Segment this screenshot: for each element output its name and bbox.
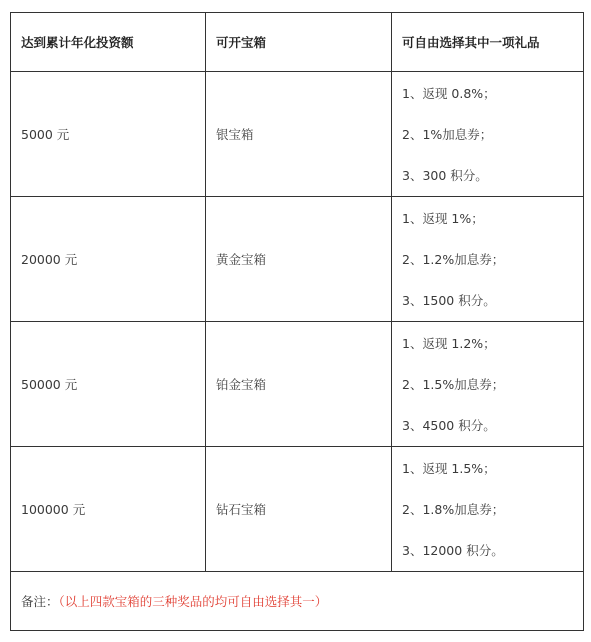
note-row — [11, 572, 584, 631]
gift-option: 2、1.8%加息券； — [402, 501, 505, 517]
gift-cell — [392, 72, 584, 197]
note-text: （以上四款宝箱的三种奖品的均可自由选择其一） — [58, 594, 328, 609]
gift-option: 3、12000 积分。 — [402, 542, 504, 558]
header-box: 可开宝箱 — [206, 13, 392, 72]
gift-option: 3、300 积分。 — [402, 167, 488, 183]
note-cell — [11, 572, 584, 631]
table-header-row — [11, 13, 584, 72]
gift-cell — [392, 197, 584, 322]
box-cell: 银宝箱 — [206, 72, 392, 197]
gift-option: 2、1.2%加息券； — [402, 251, 505, 267]
box-cell: 钻石宝箱 — [206, 447, 392, 572]
gift-option: 3、1500 积分。 — [402, 292, 496, 308]
header-amount: 达到累计年化投资额 — [11, 13, 206, 72]
table-row — [11, 197, 584, 322]
table-row — [11, 447, 584, 572]
gift-option: 1、返现 1.5%； — [402, 460, 496, 476]
rewards-table — [10, 12, 584, 631]
box-cell: 黄金宝箱 — [206, 197, 392, 322]
box-cell: 铂金宝箱 — [206, 322, 392, 447]
table-row — [11, 322, 584, 447]
gift-cell — [392, 447, 584, 572]
gift-cell — [392, 322, 584, 447]
gift-option: 2、1%加息券； — [402, 126, 493, 142]
table-row — [11, 72, 584, 197]
gift-option: 2、1.5%加息券； — [402, 376, 505, 392]
note-label: 备注： — [21, 594, 59, 609]
amount-cell: 50000 元 — [11, 322, 206, 447]
gift-option: 1、返现 1.2%； — [402, 335, 496, 351]
amount-cell: 5000 元 — [11, 72, 206, 197]
header-gift: 可自由选择其中一项礼品 — [392, 13, 584, 72]
amount-cell: 100000 元 — [11, 447, 206, 572]
amount-cell: 20000 元 — [11, 197, 206, 322]
gift-option: 1、返现 0.8%； — [402, 85, 496, 101]
gift-option: 3、4500 积分。 — [402, 417, 496, 433]
gift-option: 1、返现 1%； — [402, 210, 484, 226]
